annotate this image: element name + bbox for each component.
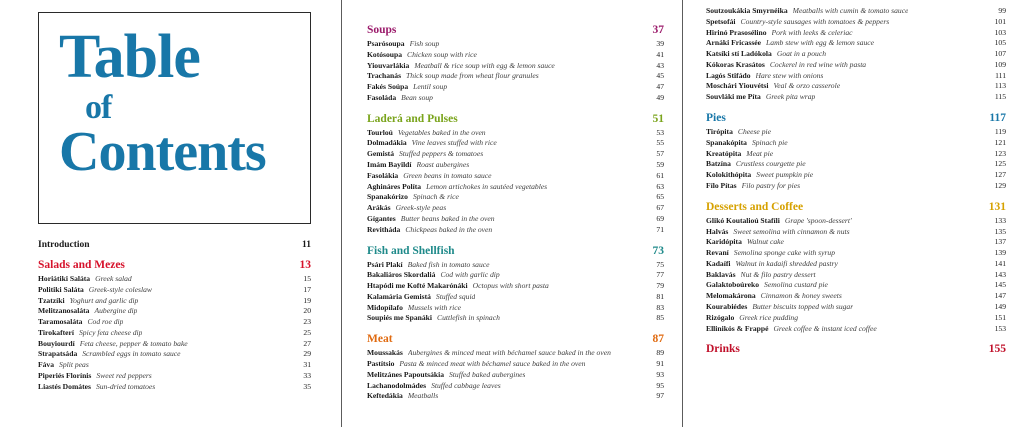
entry-page: 27 xyxy=(303,338,311,348)
entry-page: 97 xyxy=(656,391,664,401)
entry-name: Tzatzíki xyxy=(38,295,65,305)
intro-page: 11 xyxy=(302,240,311,250)
entry-page: 95 xyxy=(656,380,664,390)
entry-page: 43 xyxy=(656,60,664,70)
section-entries-desserts xyxy=(706,216,1006,335)
entry-page: 123 xyxy=(994,148,1006,158)
entry-name: Piperiés Florínis xyxy=(38,371,92,381)
entry-desc: Butter beans baked in the oven xyxy=(400,213,495,223)
entry-desc: Filo pastry for pies xyxy=(741,180,801,190)
list-item[interactable] xyxy=(367,391,664,402)
entry-page: 33 xyxy=(303,371,311,381)
list-item[interactable] xyxy=(367,225,664,236)
list-item[interactable] xyxy=(706,159,1006,170)
entry-page: 151 xyxy=(994,312,1006,322)
entry-desc: Meatballs xyxy=(407,391,439,401)
entry-page: 41 xyxy=(656,49,664,59)
section-entries-ladera xyxy=(367,128,664,236)
list-item[interactable] xyxy=(38,285,311,296)
entry-page: 91 xyxy=(656,358,664,368)
entry-page: 81 xyxy=(656,291,664,301)
entry-desc: Greek salad xyxy=(95,274,132,283)
entry-desc: Cockerel in red wine with pasta xyxy=(769,59,867,69)
list-item[interactable] xyxy=(706,248,1006,259)
entry-name: Imám Bayildí xyxy=(367,160,412,170)
entry-name: Revaní xyxy=(706,248,729,258)
entry-page: 69 xyxy=(656,213,664,223)
entry-page: 139 xyxy=(994,248,1006,258)
list-item[interactable] xyxy=(706,71,1006,82)
entry-desc: Crustless courgette pie xyxy=(735,159,806,169)
entry-desc: Stuffed peppers & tomatoes xyxy=(399,149,484,159)
entry-page: 127 xyxy=(994,170,1006,180)
entry-name: Bouyiourdí xyxy=(38,338,75,348)
list-item[interactable] xyxy=(706,92,1006,103)
entry-name: Midopílafo xyxy=(367,302,403,312)
list-item[interactable] xyxy=(38,382,311,393)
entry-name: Lachanodolmádes xyxy=(367,380,427,390)
section-entries-meat xyxy=(367,348,664,402)
entry-desc: Cinnamon & honey sweets xyxy=(760,291,842,301)
entry-name: Arákás xyxy=(367,203,391,213)
entry-desc: Grape 'spoon-dessert' xyxy=(784,215,852,225)
entry-desc: Greek coffee & instant iced coffee xyxy=(773,323,877,333)
entry-name: Glikó Koutalioú Stafíli xyxy=(706,215,780,225)
section-title: Pies xyxy=(706,112,726,125)
entry-desc: Aubergine dip xyxy=(94,306,138,316)
list-item[interactable] xyxy=(367,292,664,303)
entry-name: Melitzánes Papoutsákia xyxy=(367,369,444,379)
entry-name: Fakés Soúpa xyxy=(367,82,409,92)
entry-page: 31 xyxy=(303,360,311,370)
entry-desc: Country-style sausages with tomatoes & peppers xyxy=(740,16,890,26)
entry-name: Soupiés me Spanáki xyxy=(367,313,432,323)
list-item[interactable] xyxy=(706,138,1006,149)
entry-page: 65 xyxy=(656,192,664,202)
entry-page: 79 xyxy=(656,281,664,291)
entry-desc: Lemon artichokes in sautéed vegetables xyxy=(426,181,548,191)
section-page: 117 xyxy=(989,112,1006,125)
entry-name: Strapatsáda xyxy=(38,349,78,359)
entry-name: Spanakórizo xyxy=(367,192,408,202)
entry-page: 141 xyxy=(994,258,1006,268)
entry-name: Hirinó Prasosélino xyxy=(706,27,767,37)
middle-page xyxy=(341,0,682,427)
entry-page: 133 xyxy=(994,215,1006,225)
entry-desc: Octopus with short pasta xyxy=(472,281,549,291)
entry-desc: Roast aubergines xyxy=(416,160,470,170)
list-item[interactable] xyxy=(706,149,1006,160)
list-item[interactable] xyxy=(38,274,311,285)
list-item[interactable] xyxy=(367,260,664,271)
entry-desc: Stuffed squid xyxy=(435,291,476,301)
entry-name: Tirokafterí xyxy=(38,327,74,337)
entry-page: 75 xyxy=(656,259,664,269)
list-item[interactable] xyxy=(706,127,1006,138)
section-title: Meat xyxy=(367,333,393,346)
list-item[interactable] xyxy=(367,160,664,171)
toc-entry-introduction[interactable] xyxy=(38,240,311,250)
list-item[interactable] xyxy=(706,181,1006,192)
entry-desc: Sweet pumpkin pie xyxy=(756,170,814,180)
list-item[interactable] xyxy=(706,313,1006,324)
list-item[interactable] xyxy=(706,60,1006,71)
entry-page: 147 xyxy=(994,291,1006,301)
entry-desc: Feta cheese, pepper & tomato bake xyxy=(79,338,188,348)
entry-page: 105 xyxy=(994,38,1006,48)
right-page xyxy=(682,0,1024,427)
section-page: 87 xyxy=(652,333,664,346)
entry-page: 17 xyxy=(303,284,311,294)
list-item[interactable] xyxy=(706,28,1006,39)
list-item[interactable] xyxy=(706,259,1006,270)
list-item[interactable] xyxy=(706,280,1006,291)
entry-page: 109 xyxy=(994,59,1006,69)
entry-desc: Bean soup xyxy=(401,92,433,102)
entry-desc: Greek-style coleslaw xyxy=(88,284,152,294)
entry-name: Kreatópita xyxy=(706,148,742,158)
section-header-desserts[interactable] xyxy=(706,201,1006,213)
entry-name: Melitzanosaláta xyxy=(38,306,90,316)
section-page: 131 xyxy=(988,200,1006,213)
list-item[interactable] xyxy=(367,171,664,182)
list-item[interactable] xyxy=(367,370,664,381)
entry-page: 101 xyxy=(994,16,1006,26)
list-item[interactable] xyxy=(367,71,664,82)
entry-page: 111 xyxy=(995,70,1006,80)
entry-desc: Pasta & minced meat with béchamel sauce baked in the oven xyxy=(399,358,586,368)
entry-desc: Veal & orzo casserole xyxy=(773,81,841,91)
list-item[interactable] xyxy=(38,328,311,339)
entry-name: Kalamária Gemistá xyxy=(367,291,431,301)
section-entries-pies xyxy=(706,127,1006,192)
entry-desc: Vegetables baked in the oven xyxy=(397,127,486,137)
section-title: Soups xyxy=(367,24,397,36)
section-header-drinks[interactable] xyxy=(706,343,1006,355)
list-item[interactable] xyxy=(706,270,1006,281)
list-item[interactable] xyxy=(367,303,664,314)
entry-page: 89 xyxy=(656,348,664,358)
entry-name: Dolmadákia xyxy=(367,138,407,148)
entry-desc: Yoghurt and garlic dip xyxy=(69,295,139,305)
list-item[interactable] xyxy=(367,281,664,292)
entry-desc: Walnut cake xyxy=(746,237,784,247)
entry-desc: Vine leaves stuffed with rice xyxy=(411,138,497,148)
list-item[interactable] xyxy=(367,149,664,160)
entry-name: Lagós Stifádo xyxy=(706,70,751,80)
entry-name: Kourabiédes xyxy=(706,301,748,311)
entry-page: 119 xyxy=(994,127,1006,137)
entry-page: 103 xyxy=(994,27,1006,37)
entry-desc: Greek rice pudding xyxy=(739,312,799,322)
entry-desc: Lamb stew with egg & lemon sauce xyxy=(766,38,875,48)
entry-name: Batzína xyxy=(706,159,731,169)
list-item[interactable] xyxy=(367,182,664,193)
section-entries-fish xyxy=(367,260,664,325)
section-header-meat[interactable] xyxy=(367,333,664,345)
list-item[interactable] xyxy=(367,381,664,392)
entry-desc: Cuttlefish in spinach xyxy=(437,313,500,323)
entry-name: Spanakópita xyxy=(706,137,747,147)
entry-name: Keftedákia xyxy=(367,391,403,401)
list-item[interactable] xyxy=(367,203,664,214)
entry-desc: Semolina sponge cake with syrup xyxy=(733,248,836,258)
entry-desc: Stuffed baked aubergines xyxy=(449,369,526,379)
list-item[interactable] xyxy=(367,82,664,93)
entry-page: 99 xyxy=(998,6,1006,15)
entry-page: 20 xyxy=(303,306,311,316)
entry-name: Soutzoukákia Smyrnéika xyxy=(706,6,788,15)
list-item[interactable] xyxy=(706,81,1006,92)
section-header-pies[interactable] xyxy=(706,112,1006,124)
list-item[interactable] xyxy=(706,237,1006,248)
entry-desc: Scrambled eggs in tomato sauce xyxy=(82,349,181,359)
entry-name: Fasolákia xyxy=(367,170,399,180)
list-item[interactable] xyxy=(706,324,1006,335)
entry-desc: Spinach & rice xyxy=(412,192,459,202)
entry-page: 25 xyxy=(303,327,311,337)
entry-desc: Meatball & rice soup with egg & lemon sauce xyxy=(414,60,555,70)
entry-page: 53 xyxy=(656,127,664,137)
section-page: 155 xyxy=(988,343,1006,356)
section-page: 37 xyxy=(652,24,664,36)
entry-page: 125 xyxy=(994,159,1006,169)
entry-page: 107 xyxy=(994,49,1006,59)
entry-name: Tirópita xyxy=(706,127,733,137)
section-header-soups[interactable] xyxy=(367,24,664,36)
entry-name: Kotósoupa xyxy=(367,49,403,59)
entry-name: Psarósoupa xyxy=(367,39,405,48)
entry-page: 137 xyxy=(994,237,1006,247)
entry-page: 49 xyxy=(656,92,664,102)
section-title: Salads and Mezes xyxy=(38,259,125,271)
list-item[interactable] xyxy=(38,349,311,360)
entry-page: 77 xyxy=(656,270,664,280)
entry-desc: Green beans in tomato sauce xyxy=(403,170,492,180)
entry-name: Politiki Saláta xyxy=(38,284,84,294)
entry-desc: Cod with garlic dip xyxy=(440,270,500,280)
entry-page: 47 xyxy=(656,82,664,92)
section-title: Fish and Shellfish xyxy=(367,244,455,257)
entry-name: Pastítsio xyxy=(367,358,395,368)
entry-desc: Spinach pie xyxy=(751,137,788,147)
entry-desc: Lentil soup xyxy=(413,82,448,92)
entry-desc: Fish soup xyxy=(409,39,440,48)
list-item[interactable] xyxy=(706,291,1006,302)
section-header-salads[interactable] xyxy=(38,259,311,271)
entry-desc: Cod roe dip xyxy=(87,317,124,327)
list-item[interactable] xyxy=(38,296,311,307)
entry-page: 135 xyxy=(994,226,1006,236)
entry-page: 59 xyxy=(656,160,664,170)
entry-desc: Sweet red peppers xyxy=(96,371,152,381)
entry-page: 63 xyxy=(656,181,664,191)
entry-page: 129 xyxy=(994,180,1006,190)
list-item[interactable] xyxy=(38,306,311,317)
intro-label: Introduction xyxy=(38,240,90,250)
entry-desc: Spicy feta cheese dip xyxy=(79,327,143,337)
entry-desc: Sun-dried tomatoes xyxy=(95,381,156,391)
entry-name: Taramosaláta xyxy=(38,317,83,327)
entry-name: Gígantes xyxy=(367,213,396,223)
entry-desc: Split peas xyxy=(59,360,89,370)
list-item[interactable] xyxy=(706,227,1006,238)
list-item[interactable] xyxy=(38,371,311,382)
section-title: Drinks xyxy=(706,343,740,356)
entry-name: Halvás xyxy=(706,226,729,236)
page-title-line-2: of xyxy=(85,89,112,127)
entry-page: 149 xyxy=(994,301,1006,311)
section-entries-soups xyxy=(367,39,664,104)
list-item[interactable] xyxy=(706,6,1006,17)
entry-name: Fasoláda xyxy=(367,92,397,102)
entry-name: Trachanás xyxy=(367,71,402,81)
list-item[interactable] xyxy=(706,216,1006,227)
entry-name: Katsíki stí Ladókola xyxy=(706,49,772,59)
entry-name: Htapódi me Kofté Makarónáki xyxy=(367,281,468,291)
list-item[interactable] xyxy=(367,313,664,324)
entry-name: Rizógalo xyxy=(706,312,735,322)
entry-page: 93 xyxy=(656,369,664,379)
entry-name: Kolokithópita xyxy=(706,170,752,180)
entry-name: Aghináres Políta xyxy=(367,181,422,191)
entry-page: 29 xyxy=(303,349,311,359)
entry-desc: Walnut in kadaifi shredded pastry xyxy=(735,258,838,268)
entry-page: 83 xyxy=(656,302,664,312)
page-title-line-1: Table xyxy=(59,23,200,91)
entry-name: Souvláki me Píta xyxy=(706,92,761,102)
entry-name: Bakaliáros Skordaliá xyxy=(367,270,436,280)
list-item[interactable] xyxy=(367,359,664,370)
list-item[interactable] xyxy=(706,302,1006,313)
entry-desc: Cheese pie xyxy=(737,127,771,137)
section-page: 51 xyxy=(652,112,664,125)
entry-name: Revitháda xyxy=(367,224,401,234)
entry-desc: Goat in a pouch xyxy=(776,49,826,59)
list-item[interactable] xyxy=(367,61,664,72)
entry-desc: Stuffed cabbage leaves xyxy=(431,380,501,390)
list-item[interactable] xyxy=(367,50,664,61)
entry-desc: Nut & filo pastry dessert xyxy=(740,269,816,279)
entry-page: 15 xyxy=(303,274,311,283)
entry-page: 19 xyxy=(303,295,311,305)
list-item[interactable] xyxy=(367,192,664,203)
entry-name: Fílo Pítas xyxy=(706,180,737,190)
list-item[interactable] xyxy=(367,270,664,281)
section-entries-salads xyxy=(38,274,311,393)
entry-page: 113 xyxy=(994,81,1006,91)
entry-name: Tourloú xyxy=(367,127,393,137)
entry-name: Liastés Domátes xyxy=(38,381,91,391)
entry-desc: Mussels with rice xyxy=(407,302,462,312)
section-page: 13 xyxy=(299,259,311,271)
section-header-fish[interactable] xyxy=(367,245,664,257)
list-item[interactable] xyxy=(706,49,1006,60)
section-title: Laderá and Pulses xyxy=(367,112,458,125)
list-item[interactable] xyxy=(706,17,1006,28)
entry-name: Moussakás xyxy=(367,348,403,358)
entry-desc: Greek-style peas xyxy=(395,203,447,213)
entry-page: 143 xyxy=(994,269,1006,279)
list-item[interactable] xyxy=(706,170,1006,181)
entry-page: 61 xyxy=(656,170,664,180)
entry-name: Moschári Yiouvétsi xyxy=(706,81,769,91)
entry-page: 145 xyxy=(994,280,1006,290)
list-item[interactable] xyxy=(367,214,664,225)
entry-page: 39 xyxy=(656,39,664,48)
section-header-ladera[interactable] xyxy=(367,113,664,125)
list-item[interactable] xyxy=(367,138,664,149)
entry-page: 67 xyxy=(656,203,664,213)
list-item[interactable] xyxy=(367,39,664,50)
entry-desc: Thick soup made from wheat flour granules xyxy=(406,71,539,81)
entry-page: 115 xyxy=(994,92,1006,102)
entry-desc: Aubergines & minced meat with béchamel sauce baked in the oven xyxy=(407,348,611,358)
entry-name: Kókoras Krasátos xyxy=(706,59,765,69)
entry-name: Psári Plakí xyxy=(367,259,403,269)
page-title-line-3: Contents xyxy=(59,121,266,184)
section-page: 73 xyxy=(652,244,664,257)
section-title: Desserts and Coffee xyxy=(706,200,804,213)
entry-name: Yiouvarlákia xyxy=(367,60,410,70)
title-box xyxy=(38,12,311,224)
entry-name: Kadaífi xyxy=(706,258,731,268)
entry-desc: Semolina custard pie xyxy=(764,280,828,290)
list-item[interactable] xyxy=(367,93,664,104)
entry-page: 85 xyxy=(656,313,664,323)
list-item[interactable] xyxy=(38,317,311,328)
entry-desc: Sweet semolina with cinnamon & nuts xyxy=(733,226,850,236)
entry-name: Arnáki Fricassée xyxy=(706,38,762,48)
entry-name: Baklavás xyxy=(706,269,736,279)
entry-desc: Butter biscuits topped with sugar xyxy=(752,301,854,311)
entry-desc: Pork with leeks & celeriac xyxy=(771,27,853,37)
list-item[interactable] xyxy=(38,360,311,371)
entry-desc: Baked fish in tomato sauce xyxy=(407,259,490,269)
section-entries-meat-continued xyxy=(706,6,1006,103)
left-page xyxy=(0,0,341,427)
entry-desc: Meatballs with cumin & tomato sauce xyxy=(792,6,909,15)
list-item[interactable] xyxy=(38,339,311,350)
entry-page: 55 xyxy=(656,138,664,148)
entry-name: Gemistá xyxy=(367,149,394,159)
entry-name: Melomakárona xyxy=(706,291,756,301)
entry-desc: Greek pita wrap xyxy=(765,92,816,102)
entry-name: Karidópita xyxy=(706,237,742,247)
list-item[interactable] xyxy=(367,128,664,139)
entry-desc: Chicken soup with rice xyxy=(407,49,477,59)
entry-name: Spetsofái xyxy=(706,16,736,26)
entry-page: 23 xyxy=(303,317,311,327)
entry-page: 121 xyxy=(994,137,1006,147)
entry-name: Galaktoboúreko xyxy=(706,280,760,290)
list-item[interactable] xyxy=(706,38,1006,49)
entry-page: 45 xyxy=(656,71,664,81)
entry-page: 71 xyxy=(656,224,664,234)
entry-desc: Hare stew with onions xyxy=(755,70,824,80)
entry-name: Horiátiki Saláta xyxy=(38,274,91,283)
entry-page: 153 xyxy=(994,323,1006,333)
list-item[interactable] xyxy=(367,348,664,359)
entry-desc: Chickpeas baked in the oven xyxy=(405,224,493,234)
entry-page: 35 xyxy=(303,381,311,391)
entry-name: Fáva xyxy=(38,360,55,370)
entry-name: Ellinikós & Frappé xyxy=(706,323,769,333)
entry-page: 57 xyxy=(656,149,664,159)
entry-desc: Meat pie xyxy=(746,148,774,158)
